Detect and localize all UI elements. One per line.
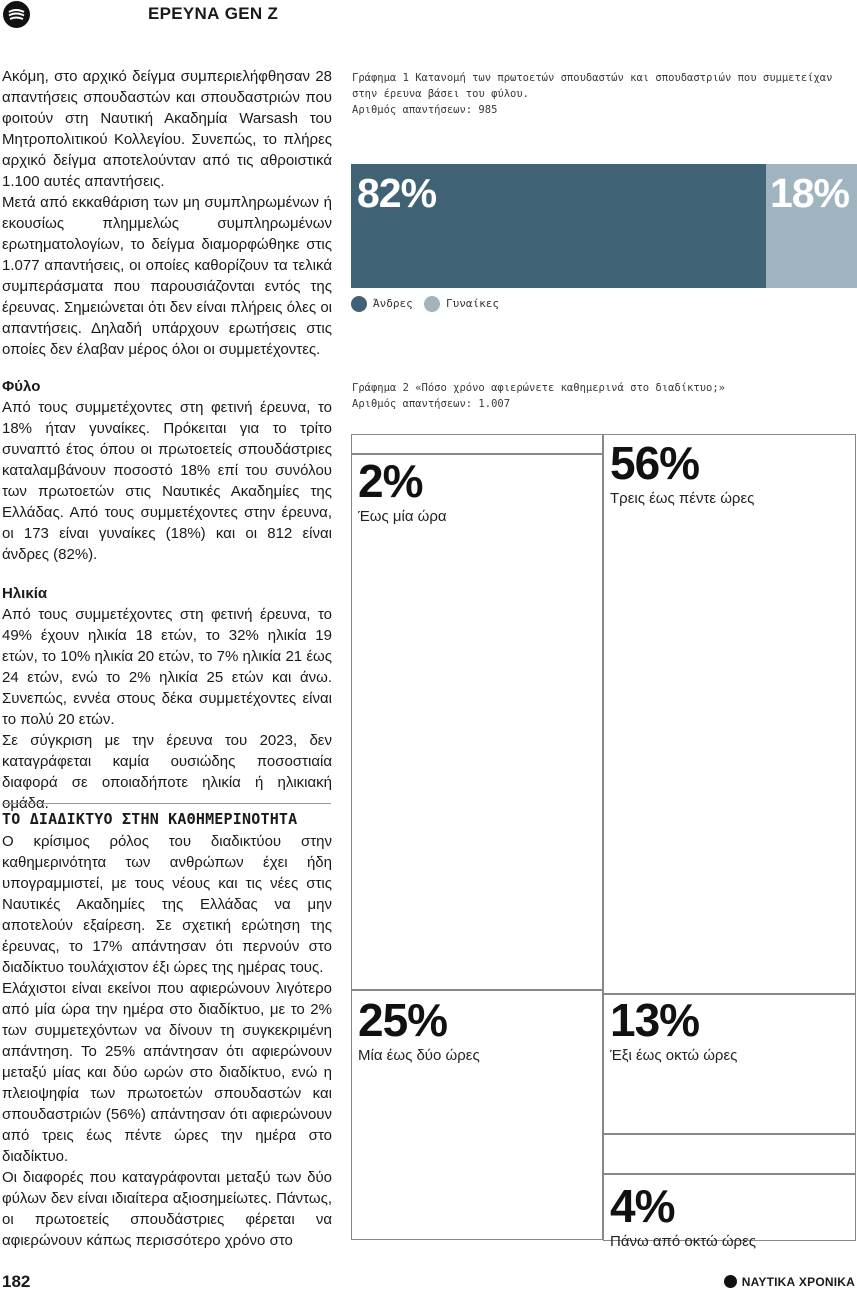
internet-paragraph-2: Ελάχιστοι είναι εκείνοι που αφιερώνουν λιγότερο από μία ώρα την ημέρα στο διαδίκτυο, με το 2% των συμμετεχόντων να δίνουν τη συγκεκριμένη απάντηση. Το 25% απάντησαν ότι αφιερώνουν μεταξύ μίας και δύο ωρών στο διαδίκτυο, ενώ η πλειοψηφία των πρωτοετών σπουδαστών και σπουδαστριών (56%) απάντησαν ότι αφιερώνουν από τρεις έως πέντε ώρες την ημέρα στο διαδίκτυο.	[2, 980, 332, 1165]
chart2-category-label-1: Έως μία ώρα	[358, 508, 447, 525]
chart2-label-group-3	[358, 994, 480, 1064]
chart2-category-label-4: Έξι έως οκτώ ώρες	[610, 1047, 738, 1064]
chart1-legend-swatch-1	[351, 296, 367, 312]
chart2-box-outline	[351, 454, 603, 990]
chart2-value-label-5: 4%	[610, 1180, 675, 1232]
chart2-category-label-3: Μία έως δύο ώρες	[358, 1047, 480, 1064]
chart2-box-2	[603, 434, 856, 994]
age-section	[2, 583, 332, 814]
chart1-bar-segment-2	[766, 164, 857, 288]
internet-section	[2, 831, 332, 1251]
chart2-value-label-1: 2%	[358, 455, 423, 507]
chart2-value-label-4: 13%	[610, 994, 700, 1046]
chart1-value-label-1: 82%	[357, 170, 437, 216]
chart1-bar-segment-1	[351, 164, 766, 288]
intro-text	[2, 66, 332, 360]
age-section-paragraph-1: Από τους συμμετέχοντες στη φετινή έρευνα, το 49% έχουν ηλικία 18 ετών, το 32% ηλικία 19 ετών, το 10% ηλικία 20 ετών, το 7% ηλικία 21 έως 24 ετών, ενώ το 2% ηλικία 25 ετών και άνω. Συνεπώς, εννέα στους δέκα συμμετέχοντες είναι το πολύ 20 ετών.	[2, 606, 332, 728]
intro-paragraph-1: Ακόμη, στο αρχικό δείγμα συμπεριελήφθησαν 28 απαντήσεις σπουδαστών και σπουδαστριών που φοιτούν στη Ναυτική Ακαδημία Warsash του Μητροπολιτικού Κολλεγίου. Συνεπώς, το πλήρες αρχικό δείγμα αποτελούνταν από τις αθροιστικά 1.100 αυτές απαντήσεις.	[2, 68, 332, 190]
gender-section-text: Από τους συμμετέχοντες στη φετινή έρευνα, το 18% ήταν γυναίκες. Πρόκειται για το τρίτο συναπτό έτος όπου οι πρωτοετείς σπουδάστριες καταλαμβάνουν ποσοστό 18% επί του συνόλου των πρωτοετών στις Ναυτικές Ακαδημίες της Ελλάδας. Από τους συμμετέχοντες στην έρευνα, οι 173 είναι γυναίκες (18%) και οι 812 είναι άνδρες (82%).	[2, 399, 332, 563]
gender-section	[2, 376, 332, 565]
chart1-legend-label-1: Άνδρες	[373, 297, 413, 310]
internet-section-heading: ΤΟ ΔΙΑΔΙΚΤΥΟ ΣΤΗΝ ΚΑΘΗΜΕΡΙΝΟΤΗΤΑ	[2, 810, 298, 828]
chart1-value-label-2: 18%	[769, 170, 849, 216]
intro-paragraph-2: Μετά από εκκαθάριση των μη συμπληρωμένων ή εκουσίως πλημμελώς συμπληρωμένων ερωτηματολογίων, το δείγμα διαμορφώθηκε στις 1.077 απαντήσεις, οι οποίες καθορίζουν τα τελικά συμπεράσματα που παρουσιάζονται εντός της έρευνας. Σημειώνεται ότι δεν είναι πλήρεις όλες οι απαντήσεις. Δηλαδή υπάρχουν ερωτήσεις στις οποίες δεν έλαβαν μέρος όλοι οι συμμετέχοντες.	[2, 194, 332, 358]
footer-brand-text: ΝΑΥΤΙΚΑ ΧΡΟΝΙΚΑ	[741, 1275, 855, 1289]
chart2-label-group-4	[610, 994, 738, 1064]
gender-section-title: Φύλο	[2, 378, 41, 395]
chart1-caption	[352, 70, 852, 118]
section-divider	[2, 803, 331, 804]
age-section-paragraph-2: Σε σύγκριση με την έρευνα του 2023, δεν καταγράφεται καμία ουσιώδης ποσοστιαία διαφορά σε οποιαδήποτε ηλικία ή ηλικιακή ομάδα.	[2, 732, 332, 812]
chart2-caption-line1: Γράφημα 2 «Πόσο χρόνο αφιερώνετε καθημερινά στο διαδίκτυο;»	[352, 382, 725, 394]
chart2-label-group-1	[358, 455, 447, 525]
chart2-box-5	[603, 1134, 856, 1174]
age-section-title: Ηλικία	[2, 585, 48, 602]
chart2-value-label-2: 56%	[610, 437, 700, 489]
chart2-caption	[352, 380, 852, 412]
chart2-label-group-2	[610, 437, 755, 507]
chart1-caption-line1: Γράφημα 1 Κατανομή των πρωτοετών σπουδαστών και σπουδαστριών που συμμετείχαν	[352, 72, 833, 84]
brand-logo-icon	[724, 1275, 737, 1288]
chart1-legend-swatch-2	[424, 296, 440, 312]
internet-paragraph-3: Οι διαφορές που καταγράφονται μεταξύ των δύο φύλων δεν είναι ιδιαίτερα αξιοσημείωτες. Πάντως, οι πρωτοετείς σπουδάστριες φέρεται να αφιερώνουν κάπως περισσότερο χρόνο στο	[2, 1169, 332, 1249]
header-title: ΕΡΕΥΝΑ GEN Z	[148, 4, 279, 23]
chart2-label-group-5	[610, 1180, 757, 1250]
chart1-caption-line2: στην έρευνα βάσει του φύλου.	[352, 88, 530, 100]
chart1-legend-label-2: Γυναίκες	[446, 297, 499, 310]
chart2-box-1	[351, 434, 603, 454]
chart2-category-label-2: Τρεις έως πέντε ώρες	[610, 490, 755, 507]
chart1-stacked-bar	[351, 164, 857, 288]
chart1-caption-line3: Αριθμός απαντήσεων: 985	[352, 104, 498, 116]
chart1-legend-item-1	[351, 296, 413, 312]
internet-paragraph-1: Ο κρίσιμος ρόλος του διαδικτύου στην καθημερινότητα των ανθρώπων έχει ήδη υπογραμμιστεί, με τους νέους και τις νέες στις Ναυτικές Ακαδημίες της Ελλάδας να μην αποτελούν εξαίρεση. Σε σχετική ερώτηση της έρευνας, το 17% απάντησαν ότι περνούν στο διαδίκτυο τουλάχιστον έξι ώρες της ημέρας τους.	[2, 833, 332, 976]
ship-wave-logo-icon	[3, 1, 30, 28]
chart2-value-label-3: 25%	[358, 994, 448, 1046]
page-number: 182	[2, 1272, 31, 1291]
chart2-category-label-5: Πάνω από οκτώ ώρες	[610, 1233, 757, 1250]
chart1-legend-item-2	[424, 296, 499, 312]
chart2-caption-line2: Αριθμός απαντήσεων: 1.007	[352, 398, 511, 410]
footer-brand	[724, 1275, 855, 1289]
